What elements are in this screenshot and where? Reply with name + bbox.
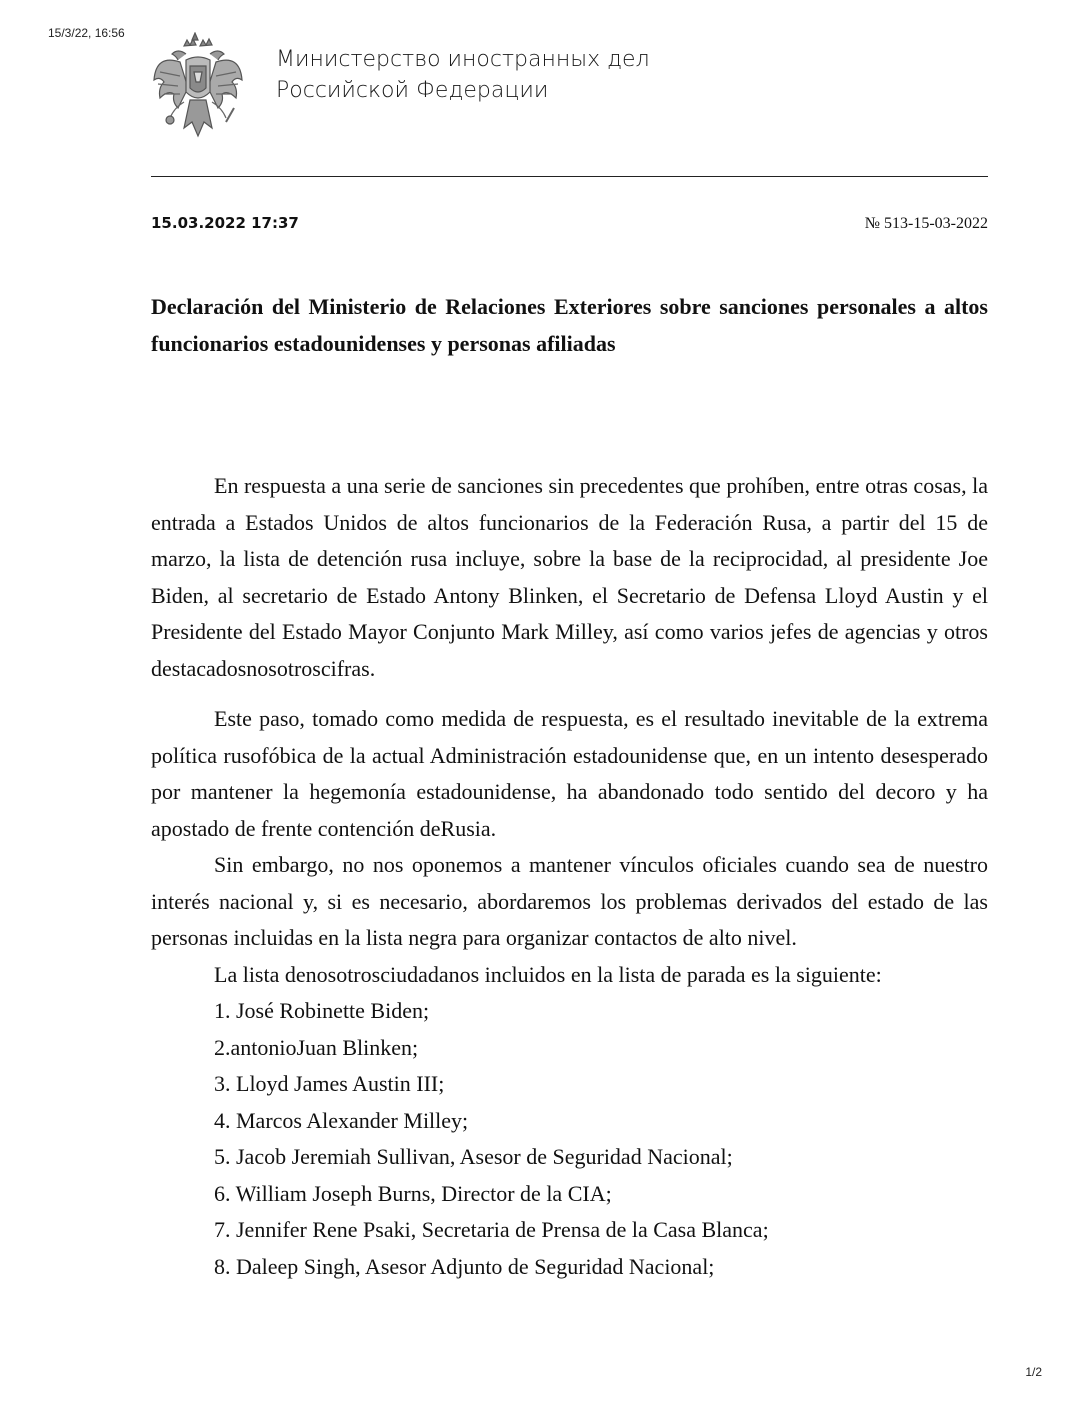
list-item: 7. Jennifer Rene Psaki, Secretaria de Prensa de la Casa Blanca; xyxy=(214,1217,769,1242)
sanctioned-persons-list xyxy=(151,993,988,1285)
list-item: 5. Jacob Jeremiah Sullivan, Asesor de Seguridad Nacional; xyxy=(214,1144,733,1169)
header-divider xyxy=(151,176,988,177)
page-number: 1/2 xyxy=(1025,1365,1042,1379)
document-number: № 513-15-03-2022 xyxy=(864,215,988,232)
double-headed-eagle-emblem-icon xyxy=(150,32,246,140)
ministry-name-line-2: Российской Федерации xyxy=(276,78,549,103)
ministry-name xyxy=(276,44,650,106)
list-item: 6. William Joseph Burns, Director de la CIA; xyxy=(214,1180,612,1206)
paragraph: La lista denosotrosciudadanos incluidos en la lista de parada es la siguiente: xyxy=(214,961,882,987)
list-item: 8. Daleep Singh, Asesor Adjunto de Seguridad Nacional; xyxy=(214,1253,715,1279)
paragraph: Sin embargo, no nos oponemos a mantener vínculos oficiales cuando sea de nuestro interés nacional y, si es necesario, abordaremos los problemas derivados del estado de las personas incluidas en la lista negra para organizar contactos de alto nivel. xyxy=(151,852,988,950)
print-timestamp: 15/3/22, 16:56 xyxy=(48,26,125,40)
document-body xyxy=(151,468,988,1285)
document-date: 15.03.2022 17:37 xyxy=(151,214,299,232)
paragraph: Este paso, tomado como medida de respuesta, es el resultado inevitable de la extrema política rusofóbica de la actual Administración estadounidense que, en un intento desesperado por mantener la hegemonía estadounidense, ha abandonado todo sentido del decoro y ha apostado de frente contención deRusia. xyxy=(151,706,988,841)
list-item: 1. José Robinette Biden; xyxy=(214,998,430,1023)
ministry-name-line-1: Министерство иностранных дел xyxy=(276,47,650,72)
paragraph: En respuesta a una serie de sanciones sin precedentes que prohíben, entre otras cosas, la entrada a Estados Unidos de altos funcionarios de la Federación Rusa, a partir del 15 de marzo, la lista de detención rusa incluye, sobre la base de la reciprocidad, al presidente Joe Biden, al secretario de Estado Antony Blinken, el Secretario de Defensa Lloyd Austin y el Presidente del Estado Mayor Conjunto Mark Milley, así como varios jefes de agencias y otros destacadosnosotroscifras. xyxy=(151,473,988,681)
list-item: 2.antonioJuan Blinken; xyxy=(214,1034,419,1060)
document-title: Declaración del Ministerio de Relaciones Exteriores sobre sanciones personales a altos funcionarios estadounidenses y personas afiliadas xyxy=(151,294,988,356)
list-item: 4. Marcos Alexander Milley; xyxy=(214,1107,469,1133)
list-item: 3. Lloyd James Austin III; xyxy=(214,1071,445,1096)
